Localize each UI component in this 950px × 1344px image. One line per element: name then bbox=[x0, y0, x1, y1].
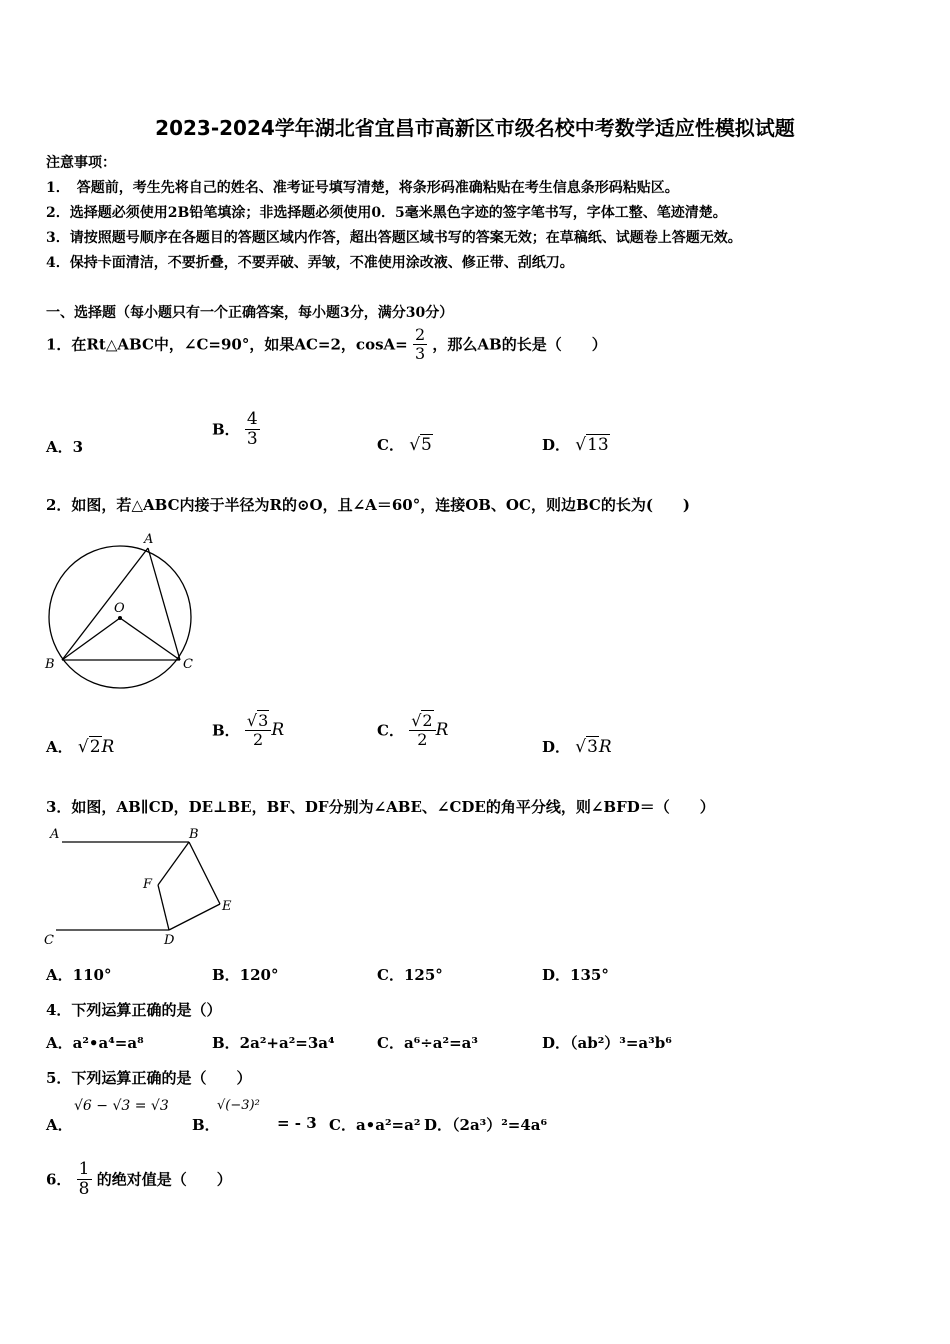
q1-stem-b: ，那么AB的长是（ ） bbox=[432, 335, 607, 354]
q1-option-b[interactable] bbox=[212, 410, 260, 448]
q5-option-d[interactable]: D．（2a³）²=4a⁶ bbox=[424, 1116, 548, 1134]
notes-heading: 注意事项： bbox=[46, 155, 116, 171]
q3-option-c[interactable]: C．125° bbox=[377, 966, 443, 984]
radicand: 2 bbox=[422, 711, 433, 730]
q5-option-c[interactable]: C．a•a²=a² bbox=[329, 1116, 421, 1134]
q6-number: 6． bbox=[46, 1170, 72, 1189]
q3-parallel-figure bbox=[40, 822, 240, 950]
sqrt-symbol: √2 bbox=[77, 737, 101, 757]
question-1 bbox=[46, 326, 607, 362]
q2-option-c[interactable] bbox=[377, 712, 448, 748]
section-heading: 一、选择题（每小题只有一个正确答案，每小题3分，满分30分） bbox=[46, 305, 454, 321]
q3-option-a[interactable]: A．110° bbox=[46, 966, 112, 984]
q3-option-d[interactable]: D．135° bbox=[542, 966, 609, 984]
label-a: A bbox=[50, 827, 60, 842]
note-item: 3．请按照题号顺序在各题目的答题区域内作答，超出答题区域书写的答案无效；在草稿纸、试题卷上答题无效。 bbox=[46, 230, 742, 246]
segment-bf bbox=[158, 842, 189, 885]
q1-stem-a: 1．在Rt△ABC中，∠C=90°，如果AC=2，cosA= bbox=[46, 335, 408, 354]
segment-oc bbox=[120, 618, 180, 660]
label-b: B bbox=[189, 827, 199, 842]
q5-option-b-label[interactable]: B． bbox=[192, 1116, 220, 1134]
note-item: 1． 答题前，考生先将自己的姓名、准考证号填写清楚，将条形码准确粘贴在考生信息条形码粘贴区。 bbox=[46, 180, 679, 196]
label-e: E bbox=[222, 899, 232, 914]
var-r: R bbox=[598, 737, 612, 757]
sqrt-symbol: √5 bbox=[409, 435, 432, 455]
question-3: 3．如图，AB∥CD，DE⊥BE，BF、DF分别为∠ABE、∠CDE的角平分线，则∠BFD＝（ ） bbox=[46, 798, 715, 816]
frac-num bbox=[245, 712, 271, 731]
frac-num: 4 bbox=[246, 409, 258, 429]
option-label: D． bbox=[542, 738, 571, 756]
segment-ab bbox=[62, 548, 148, 660]
q5-option-a-label[interactable]: A． bbox=[46, 1116, 73, 1134]
var-r: R bbox=[435, 720, 449, 741]
sqrt-symbol: √13 bbox=[575, 435, 609, 455]
label-a: A bbox=[144, 532, 154, 547]
segment-be bbox=[189, 842, 220, 904]
var-r: R bbox=[271, 720, 285, 741]
question-4: 4．下列运算正确的是（） bbox=[46, 1001, 222, 1019]
note-item: 2．选择题必须使用2B铅笔填涂；非选择题必须使用0．5毫米黑色字迹的签字笔书写，字体工整、笔迹清楚。 bbox=[46, 205, 727, 221]
option-label: C． bbox=[377, 721, 404, 740]
q4-option-b[interactable]: B．2a²+a²=3a⁴ bbox=[212, 1034, 335, 1052]
option-label: D． bbox=[542, 436, 571, 454]
q1-option-a[interactable]: A．3 bbox=[46, 438, 84, 456]
q1-fraction bbox=[413, 326, 427, 362]
option-label: C． bbox=[377, 436, 404, 454]
radicand: 3 bbox=[258, 711, 269, 730]
sqrt-symbol: √3 bbox=[575, 737, 598, 757]
q5-option-b-expr: √(−3)² bbox=[217, 1098, 260, 1113]
q4-option-c[interactable]: C．a⁶÷a²=a³ bbox=[377, 1034, 478, 1052]
label-b: B bbox=[45, 657, 55, 672]
question-2: 2．如图，若△ABC内接于半径为R的⊙O，且∠A＝60°，连接OB、OC，则边BC的长为( ) bbox=[46, 496, 691, 514]
question-6 bbox=[46, 1160, 232, 1198]
q1-frac-den: 3 bbox=[414, 343, 426, 363]
q3-option-b[interactable]: B．120° bbox=[212, 966, 279, 984]
q1-frac-num: 2 bbox=[414, 325, 426, 344]
q2-option-a[interactable] bbox=[46, 736, 114, 757]
label-c: C bbox=[183, 657, 193, 672]
frac-den: 2 bbox=[417, 729, 428, 749]
label-d: D bbox=[164, 933, 175, 948]
option-label: A． bbox=[46, 738, 73, 756]
label-c: C bbox=[44, 933, 54, 948]
q6-stem: 的绝对值是（ ） bbox=[96, 1170, 232, 1189]
segment-de bbox=[169, 904, 220, 930]
radicand: 5 bbox=[421, 435, 432, 455]
segment-df bbox=[158, 885, 169, 930]
q2-b-fraction bbox=[245, 712, 271, 748]
q1-option-d[interactable] bbox=[542, 434, 610, 455]
note-item: 4．保持卡面清洁，不要折叠，不要弄破、弄皱，不准使用涂改液、修正带、刮纸刀。 bbox=[46, 255, 574, 271]
sqrt-symbol: √3 bbox=[246, 711, 269, 730]
segment-ob bbox=[62, 618, 120, 660]
label-f: F bbox=[143, 877, 153, 892]
frac-num: 1 bbox=[78, 1159, 90, 1179]
radicand: 2 bbox=[89, 737, 101, 757]
q6-fraction bbox=[77, 1160, 92, 1198]
page-title: 2023-2024学年湖北省宜昌市高新区市级名校中考数学适应性模拟试题 bbox=[155, 116, 795, 140]
center-point bbox=[118, 616, 122, 620]
option-label: B． bbox=[212, 721, 240, 740]
frac-den: 3 bbox=[246, 428, 258, 449]
label-o: O bbox=[114, 601, 125, 616]
option-label: B． bbox=[212, 420, 240, 439]
frac-den: 8 bbox=[78, 1178, 90, 1199]
sqrt-symbol: √2 bbox=[411, 711, 433, 730]
segment-ac bbox=[148, 548, 180, 660]
q1-option-c[interactable] bbox=[377, 434, 433, 455]
q4-option-a[interactable]: A．a²•a⁴=a⁸ bbox=[46, 1034, 144, 1052]
radicand: 13 bbox=[587, 435, 609, 455]
frac-num bbox=[409, 712, 435, 731]
q2-option-d[interactable] bbox=[542, 736, 612, 757]
q2-option-b[interactable] bbox=[212, 712, 284, 748]
q4-option-d[interactable]: D．（ab²）³=a³b⁶ bbox=[542, 1034, 672, 1052]
var-r: R bbox=[101, 737, 115, 757]
q2-circle-figure bbox=[40, 530, 200, 700]
question-5: 5．下列运算正确的是（ ） bbox=[46, 1069, 252, 1087]
q5-option-a-expr: √6 − √3 = √3 bbox=[74, 1098, 169, 1114]
frac-den: 2 bbox=[253, 729, 264, 749]
q5-option-b-result: = - 3 bbox=[277, 1114, 317, 1132]
q2-c-fraction bbox=[409, 712, 435, 748]
radicand: 3 bbox=[587, 737, 598, 757]
q1-b-fraction bbox=[245, 410, 260, 448]
